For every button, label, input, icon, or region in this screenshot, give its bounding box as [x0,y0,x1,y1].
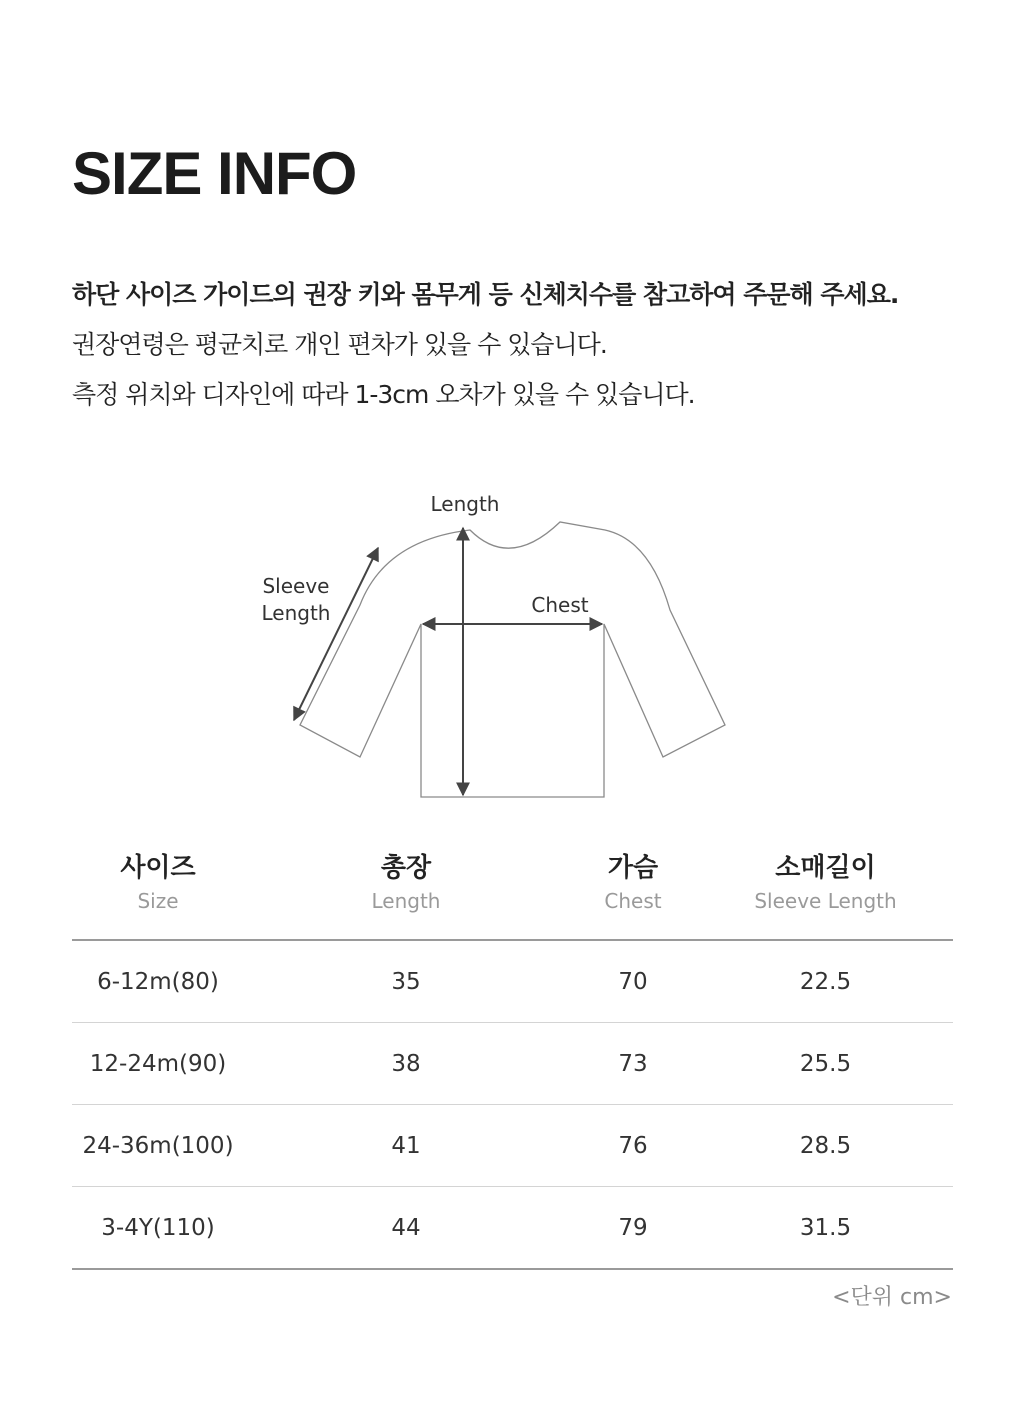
cell-chest: 70 [618,968,648,995]
table-row [72,1187,953,1270]
notice-line-3: 측정 위치와 디자인에 따라 1-3cm 오차가 있을 수 있습니다. [72,380,695,409]
cell-chest: 76 [618,1132,648,1159]
size-table [72,846,953,1270]
cell-chest: 79 [618,1214,648,1241]
header-size [72,846,244,939]
cell-size: 6-12m(80) [97,968,219,995]
cell-size: 12-24m(90) [89,1050,227,1077]
table-row [72,1023,953,1105]
notice-line-2: 권장연령은 평균치로 개인 편차가 있을 수 있습니다. [72,330,607,359]
sleeve-label-line1: Sleeve [262,574,330,598]
header-length-en: Length [371,889,441,913]
cell-chest: 73 [618,1050,648,1077]
header-sleeve-ko: 소매길이 [775,853,876,883]
cell-length: 35 [391,968,421,995]
cell-sleeve: 28.5 [799,1132,852,1159]
table-header [72,846,953,941]
chest-label: Chest [531,593,589,617]
notice-block [72,270,972,420]
garment-outline [300,522,725,797]
header-sleeve-en: Sleeve Length [754,889,897,913]
header-sleeve [698,846,953,939]
notice-line-1: 하단 사이즈 가이드의 권장 키와 몸무게 등 신체치수를 참고하여 주문해 주세요. [72,280,899,309]
cell-sleeve: 31.5 [799,1214,852,1241]
header-length [244,846,568,939]
cell-length: 44 [391,1214,421,1241]
table-row [72,941,953,1023]
sleeve-label-line2: Length [261,601,331,625]
cell-length: 41 [391,1132,421,1159]
cell-sleeve: 22.5 [799,968,852,995]
garment-diagram [0,480,1024,810]
header-size-en: Size [137,889,179,913]
garment-sketch [0,480,1024,810]
header-chest-ko: 가슴 [607,853,659,883]
table-row [72,1105,953,1187]
length-label: Length [430,492,500,516]
cell-size: 24-36m(100) [82,1132,234,1159]
header-length-ko: 총장 [380,853,432,883]
header-chest-en: Chest [604,889,662,913]
header-chest [568,846,698,939]
unit-note: <단위 cm> [832,1285,952,1310]
cell-size: 3-4Y(110) [101,1214,215,1241]
page-title: SIZE INFO [72,140,357,207]
cell-sleeve: 25.5 [799,1050,852,1077]
cell-length: 38 [391,1050,421,1077]
header-size-ko: 사이즈 [120,853,196,883]
